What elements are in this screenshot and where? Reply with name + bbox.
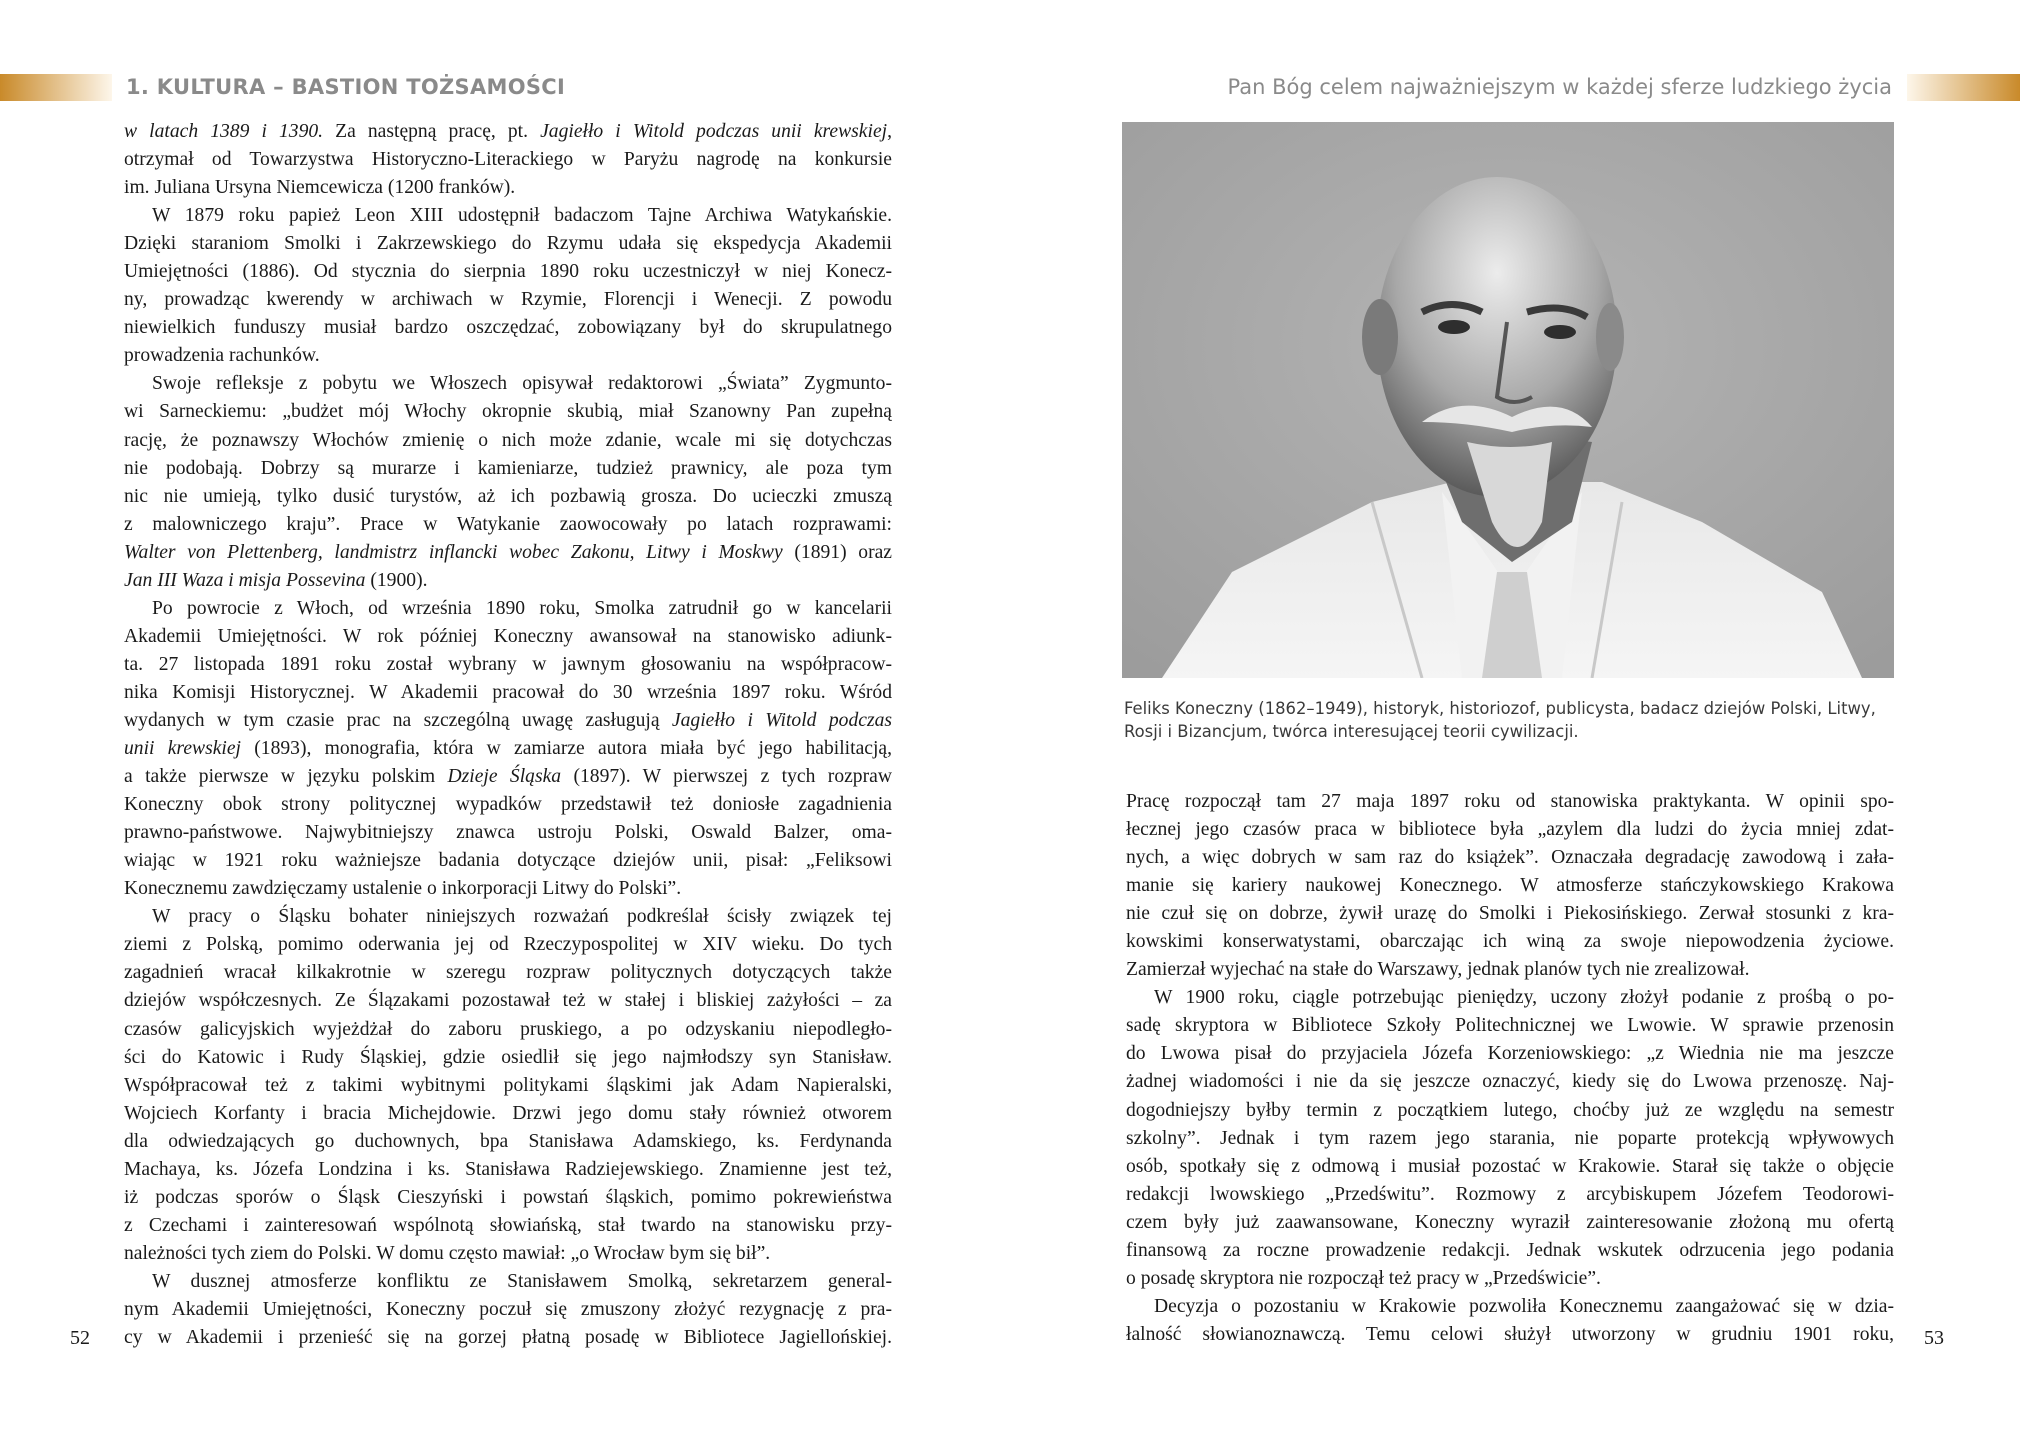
body-text: łecznej jego czasów praca w bibliotece była „azylem dla ludzi do życia mniej zdat- (1126, 819, 1894, 841)
text-line (124, 595, 892, 623)
body-text: Decyzja o pozostaniu w Krakowie pozwoliła Konecznemu zaangażować się w dzia- (1154, 1295, 1894, 1317)
text-line (124, 286, 892, 314)
text-line (124, 1268, 892, 1296)
body-text: z Czechami i zainteresowań wspólnotą słowiańską, stał twardo na stanowisku przy- (124, 1214, 892, 1236)
text-line (124, 847, 892, 875)
header-accent-bar-right (1907, 74, 2020, 101)
text-line (124, 1296, 892, 1324)
text-line (124, 455, 892, 483)
body-text: wydanych w tym czasie prac na szczególną uwagę zasługują (124, 709, 672, 731)
italic-title-text: unii krewskiej (124, 738, 242, 760)
body-text: dla odwiedzających go duchownych, bpa Stanisława Adamskiego, ks. Ferdynanda (124, 1130, 892, 1152)
text-line (1126, 1237, 1894, 1265)
body-text: Machaya, ks. Józefa Londzina i ks. Stanisława Radziejewskiego. Znamienne jest też, (124, 1158, 892, 1180)
body-text: ta. 27 listopada 1891 roku został wybrany w jawnym głosowaniu na współpracow- (124, 653, 892, 675)
body-text: nych, a więc dobrych w sam raz do książek”. Oznaczała degradację zawodową i zała- (1126, 847, 1894, 869)
text-line (124, 342, 892, 370)
italic-title-text: Jagiełło i Witold podczas (671, 709, 892, 731)
body-text: wi Sarneckiemu: „budżet mój Włochy okropnie skubią, miał Szanowny Pan zupełną (124, 401, 892, 423)
text-line (1126, 1293, 1894, 1321)
body-text: rację, że poznawszy Włochów zmienię o nich może zdanie, wcale mi się dotychczas (124, 429, 892, 451)
body-text: Umiejętności (1886). Od stycznia do sierpnia 1890 roku uczestniczył w niej Konecz- (124, 261, 892, 283)
body-text: wiając w 1921 roku ważniejsze badania dotyczące dziejów unii, pisał: „Feliksowi (124, 850, 892, 872)
italic-title-text: Walter von Plettenberg, landmistrz inflancki wobec Zakonu, Litwy i Moskwy (124, 541, 783, 563)
right-page-body (1126, 788, 1894, 1349)
text-line (124, 707, 892, 735)
text-line (124, 1156, 892, 1184)
page-number-right: 53 (1924, 1327, 1944, 1349)
body-text: Dzięki staraniom Smolki i Zakrzewskiego do Rzymu udała się ekspedycja Akademii (124, 233, 892, 255)
text-line (1126, 1097, 1894, 1125)
body-text: osób, spotkały się z odmową i musiał pozostać w Krakowie. Starał się także o objęcie (1126, 1155, 1894, 1177)
text-line (124, 258, 892, 286)
body-text: należności tych ziem do Polski. W domu często mawiał: „o Wrocław bym się bił”. (124, 1242, 771, 1264)
body-text: finansową za roczne prowadzenie redakcji. Jednak wskutek odrzucenia jego podania (1126, 1239, 1894, 1261)
text-line (124, 1324, 892, 1352)
text-line (1126, 816, 1894, 844)
text-line (1126, 872, 1894, 900)
text-line (124, 427, 892, 455)
body-text: W 1900 roku, ciągle potrzebując pieniędzy, uczony złożył podanie z prośbą o po- (1154, 987, 1894, 1009)
body-text: W 1879 roku papież Leon XIII udostępnił badaczom Tajne Archiwa Watykańskie. (152, 205, 892, 227)
text-line (1126, 1040, 1894, 1068)
text-line (124, 875, 892, 903)
body-text: manie się kariery naukowej Konecznego. W atmosferze stańczykowskiego Krakowa (1126, 875, 1894, 897)
body-text: Współpracował też z takimi wybitnymi politykami śląskimi jak Adam Napieralski, (124, 1074, 892, 1096)
text-line (1126, 1321, 1894, 1349)
body-text: czasów galicyjskich wyjeżdżał do zaboru pruskiego, a po odzyskaniu niepodległo- (124, 1018, 892, 1040)
italic-title-text: Jagiełło i Witold podczas unii krewskiej (540, 121, 888, 142)
text-line (124, 398, 892, 426)
body-text: Zamierzał wyjechać na stałe do Warszawy, jednak planów tych nie zrealizował. (1126, 959, 1750, 981)
body-text: Po powrocie z Włoch, od września 1890 roku, Smolka zatrudnił go w kancelarii (152, 597, 892, 619)
text-line (124, 567, 892, 595)
portrait-photo (1122, 122, 1894, 678)
photo-caption (1124, 697, 1896, 743)
text-line (124, 202, 892, 230)
body-text: sadę skryptora w Bibliotece Szkoły Politechnicznej we Lwowie. W sprawie przenosin (1126, 1015, 1894, 1037)
text-line (1126, 788, 1894, 816)
text-line (124, 230, 892, 258)
text-line (1126, 1068, 1894, 1096)
body-text: , (887, 121, 892, 142)
body-text: Koneczny obok strony politycznej wypadków przedstawił też doniosłe zagadnienia (124, 794, 892, 816)
body-text: prowadzenia rachunków. (124, 345, 320, 367)
body-text: nika Komisji Historycznej. W Akademii pracował do 30 września 1897 roku. Wśród (124, 681, 892, 703)
italic-title-text: w latach 1389 i 1390. (124, 121, 324, 142)
body-text: szkolny”. Jednak i tym razem jego starania, nie poparte protekcją wpływowych (1126, 1127, 1894, 1149)
body-text: Pracę rozpoczął tam 27 maja 1897 roku od stanowiska praktykanta. W opinii spo- (1126, 791, 1894, 812)
body-text: im. Juliana Ursyna Niemcewicza (1200 franków). (124, 177, 516, 199)
text-line (1126, 1125, 1894, 1153)
body-text: redakcji lwowskiego „Przedświtu”. Rozmowy z arcybiskupem Józefem Teodorowi- (1126, 1183, 1894, 1205)
body-text: (1897). W pierwszej z tych rozpraw (561, 766, 892, 788)
text-line (1126, 844, 1894, 872)
text-line (1126, 1012, 1894, 1040)
text-line (1126, 956, 1894, 984)
text-line (1126, 1181, 1894, 1209)
body-text: W pracy o Śląsku bohater niniejszych rozważań podkreślał ścisły związek tej (152, 906, 892, 928)
body-text: otrzymał od Towarzystwa Historyczno-Literackiego w Paryżu nagrodę na konkursie (124, 149, 892, 171)
body-text: ny, prowadząc kwerendy w archiwach w Rzymie, Florencji i Wenecji. Z powodu (124, 289, 892, 311)
caption-line: Rosji i Bizancjum, twórca interesującej teorii cywilizacji. (1124, 722, 1579, 741)
body-text: Konecznemu zawdzięczamy ustalenie o inkorporacji Litwy do Polski”. (124, 878, 682, 900)
body-text: iż podczas sporów o Śląsk Cieszyński i powstań śląskich, pomimo pokrewieństwa (124, 1186, 892, 1208)
body-text: a także pierwsze w języku polskim (124, 766, 448, 788)
text-line (124, 651, 892, 679)
text-line (124, 679, 892, 707)
body-text: zagadnień wracał kilkakrotnie w szeregu rozpraw politycznych dotyczących także (124, 962, 892, 984)
body-text: cy w Akademii i przenieść się na gorzej płatną posadę w Bibliotece Jagiellońskiej. (124, 1327, 892, 1349)
running-head-right: Pan Bóg celem najważniejszym w każdej sferze ludzkiego życia (1227, 75, 1892, 99)
body-text: dziejów współczesnych. Ze Ślązakami pozostawał też w stałej i bliskiej zażyłości – za (124, 990, 892, 1012)
text-line (1126, 1265, 1894, 1293)
text-line (1126, 984, 1894, 1012)
body-text: W dusznej atmosferze konfliktu ze Stanisławem Smolką, sekretarzem general- (152, 1270, 892, 1292)
text-line (124, 763, 892, 791)
page-number-left: 52 (70, 1327, 90, 1349)
body-text: Wojciech Korfanty i bracia Michejdowie. Drzwi jego domu stały również otworem (124, 1102, 892, 1124)
left-page-body (124, 118, 892, 1352)
body-text: nie podobają. Dobrzy są murarze i kamieniarze, tudzież prawnicy, ale poza tym (124, 457, 892, 479)
body-text: ści do Katowic i Rudy Śląskiej, gdzie osiedlił się jego najmłodszy syn Stanisław. (124, 1046, 892, 1068)
text-line (1126, 1153, 1894, 1181)
text-line (124, 511, 892, 539)
text-line (124, 1128, 892, 1156)
italic-title-text: Jan III Waza i misja Possevina (124, 569, 366, 591)
body-text: kowskimi konserwatystami, obarczając ich winą za swoje niepowodzenia życiowe. (1126, 931, 1894, 953)
body-text: prawno-państwowe. Najwybitniejszy znawca ustroju Polski, Oswald Balzer, oma- (124, 822, 892, 844)
text-line (124, 623, 892, 651)
body-text: Swoje refleksje z pobytu we Włoszech opisywał redaktorowi „Świata” Zygmunto- (152, 373, 892, 395)
text-line (124, 118, 892, 146)
body-text: niewielkich funduszy musiał bardzo oszczędzać, zobowiązany był do skrupulatnego (124, 317, 892, 339)
body-text: nic nie umieją, tylko dusić turystów, aż ich pozbawią grosza. Do ucieczki zmuszą (124, 485, 892, 507)
body-text: (1900). (365, 569, 428, 591)
body-text: żadnej wiadomości i nie da się jeszcze oznaczyć, kiedy się do Lwowa przenoszę. Naj- (1126, 1071, 1894, 1093)
body-text: (1891) oraz (782, 541, 892, 563)
text-line (124, 931, 892, 959)
body-text: z malowniczego kraju”. Prace w Watykanie zaowocowały po latach rozprawami: (124, 513, 892, 535)
text-line (124, 959, 892, 987)
text-line (124, 539, 892, 567)
portrait-illustration-icon (1122, 122, 1894, 678)
body-text: czem były już zaawansowane, Koneczny wyraził zainteresowanie złożoną mu ofertą (1126, 1211, 1894, 1233)
body-text: nym Akademii Umiejętności, Koneczny poczuł się zmuszony złożyć rezygnację z pra- (124, 1298, 892, 1320)
text-line (124, 1072, 892, 1100)
text-line (124, 1016, 892, 1044)
text-line (124, 1240, 892, 1268)
body-text: Za następną pracę, pt. (323, 121, 541, 142)
text-line (124, 483, 892, 511)
text-line (124, 314, 892, 342)
text-line (124, 1212, 892, 1240)
body-text: ziemi z Polską, pomimo oderwania jej od Rzeczypospolitej w XIV wieku. Do tych (124, 934, 892, 956)
text-line (124, 370, 892, 398)
text-line (124, 903, 892, 931)
text-line (124, 174, 892, 202)
text-line (124, 1184, 892, 1212)
body-text: łalność słowianoznawczą. Temu celowi służył utworzony w grudniu 1901 roku, (1126, 1323, 1894, 1345)
text-line (124, 1044, 892, 1072)
body-text: (1893), monografia, która w zamiarze autora miała być jego habilitacją, (241, 738, 892, 760)
italic-title-text: Dzieje Śląska (447, 766, 562, 788)
text-line (124, 987, 892, 1015)
header-accent-bar-left (0, 74, 112, 101)
text-line (1126, 928, 1894, 956)
running-head-left: 1. KULTURA – BASTION TOŻSAMOŚCI (126, 75, 566, 99)
text-line (124, 1100, 892, 1128)
body-text: do Lwowa pisał do przyjaciela Józefa Korzeniowskiego: „z Wiednia nie ma jeszcze (1126, 1043, 1894, 1065)
text-line (124, 819, 892, 847)
body-text: o posadę skryptora nie rozpoczął też pracy w „Przedświcie”. (1126, 1267, 1601, 1289)
body-text: nie czuł się on dobrze, żywił urazę do Smolki i Piekosińskiego. Zerwał stosunki z kra- (1126, 903, 1894, 925)
caption-line: Feliks Koneczny (1862–1949), historyk, historiozof, publicysta, badacz dziejów Polski, Litwy, (1124, 699, 1876, 718)
text-line (124, 146, 892, 174)
text-line (124, 735, 892, 763)
text-line (1126, 900, 1894, 928)
text-line (1126, 1209, 1894, 1237)
body-text: Akademii Umiejętności. W rok później Koneczny awansował na stanowisko adiunk- (124, 625, 892, 647)
text-line (124, 791, 892, 819)
body-text: dogodniejszy byłby termin z początkiem lutego, choćby już ze względu na semestr (1126, 1099, 1894, 1121)
